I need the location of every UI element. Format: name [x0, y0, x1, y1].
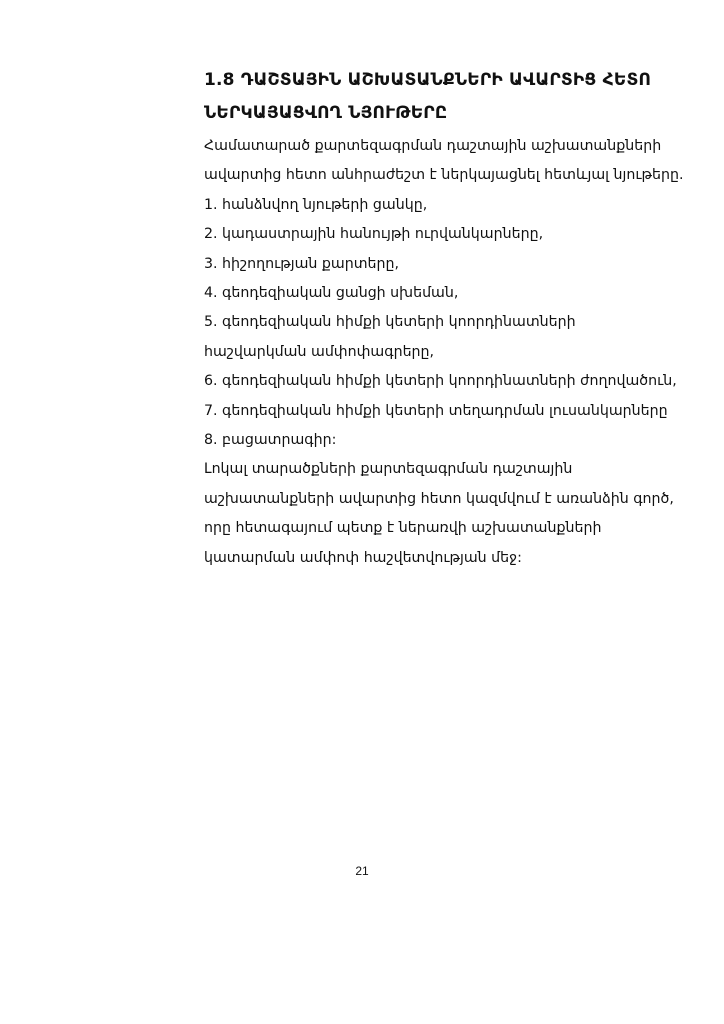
body-text — [204, 132, 704, 573]
list-item: 3. հիշողության քարտերը, — [204, 255, 400, 272]
list-item: 2. կադաստրային հանույթի ուրվանկարները, — [204, 226, 544, 243]
section-heading-line-2: ՆԵՐԿԱՅԱՑՎՈՂ ՆՅՈՒԹԵՐԸ — [204, 103, 448, 123]
list-item: 7. գեոդեզիական հիմքի կետերի տեղադրման լուսանկարները — [204, 402, 668, 419]
text-line: ավարտից հետո անհրաժեշտ է ներկայացնել հետևյալ նյութերը. — [204, 167, 684, 184]
list-item: 6. գեոդեզիական հիմքի կետերի կոորդինատների ժողովածուն, — [204, 373, 677, 390]
list-item: 4. գեոդեզիական ցանցի սխեման, — [204, 285, 459, 302]
section-heading-line-1: 1.8 ԴԱՇՏԱՅԻՆ ԱՇԽԱՏԱՆՔՆԵՐԻ ԱՎԱՐՏԻՑ ՀԵՏՈ — [204, 70, 652, 90]
list-item-continuation: հաշվարկման ամփոփագրերը, — [204, 343, 435, 360]
text-line: որը հետագայում պետք է ներառվի աշխատանքների — [204, 520, 602, 537]
text-line: աշխատանքների ավարտից հետո կազմվում է առանձին գործ, — [204, 490, 674, 507]
text-line: կատարման ամփոփ հաշվետվության մեջ: — [204, 549, 522, 566]
text-line: Համատարած քարտեզագրման դաշտային աշխատանքների — [204, 138, 662, 154]
list-item: 5. գեոդեզիական հիմքի կետերի կոորդինատների — [204, 314, 576, 331]
section-heading — [204, 64, 684, 130]
text-line: Լոկալ տարածքների քարտեզագրման դաշտային — [204, 461, 573, 478]
page-number: 21 — [355, 864, 369, 878]
list-item: 8. բացատրագիր: — [204, 432, 337, 449]
list-item: 1. հանձնվող նյութերի ցանկը, — [204, 196, 428, 213]
